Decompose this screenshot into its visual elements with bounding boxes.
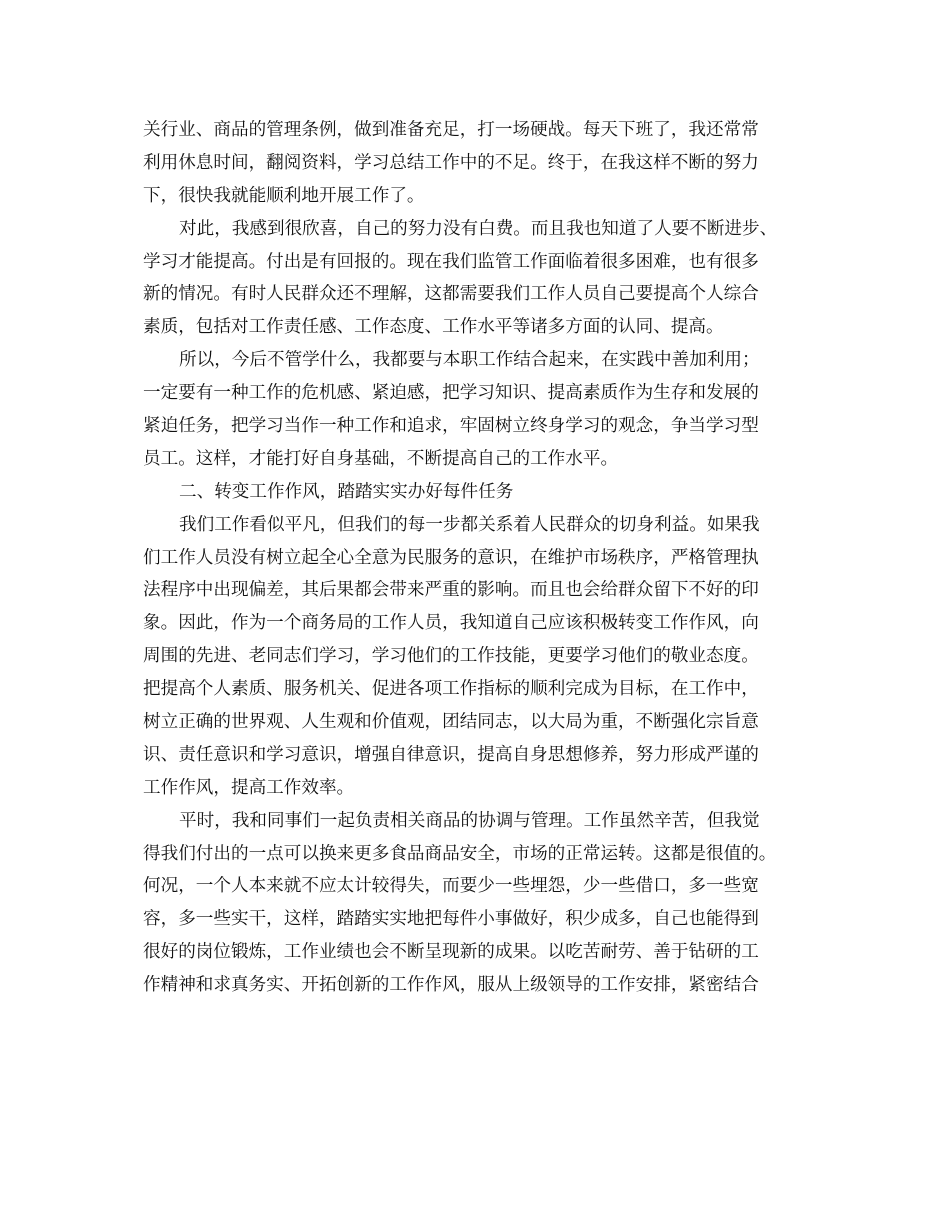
text-line: 识、责任意识和学习意识，增强自律意识，提高自身思想修养，努力形成严谨的	[143, 744, 759, 765]
text-line: 法程序中出现偏差，其后果都会带来严重的影响。而且也会给群众留下不好的印	[143, 580, 759, 601]
text-line: 象。因此，作为一个商务局的工作人员，我知道自己应该积极转变工作作风，向	[143, 613, 759, 634]
text-line: 把提高个人素质、服务机关、促进各项工作指标的顺利完成为目标，在工作中，	[143, 679, 759, 700]
text-line: 一定要有一种工作的危机感、紧迫感，把学习知识、提高素质作为生存和发展的	[143, 383, 759, 404]
text-line: 利用休息时间，翻阅资料，学习总结工作中的不足。终于，在我这样不断的努力	[143, 152, 759, 173]
text-line: 我们工作看似平凡，但我们的每一步都关系着人民群众的切身利益。如果我	[179, 514, 760, 535]
text-line: 何况，一个人本来就不应太计较得失，而要少一些埋怨，少一些借口，多一些宽	[143, 876, 759, 897]
text-line: 容，多一些实干，这样，踏踏实实地把每件小事做好，积少成多，自己也能得到	[143, 909, 759, 930]
document-body	[143, 114, 803, 1002]
text-line: 员工。这样，才能打好自身基础，不断提高自己的工作水平。	[143, 448, 619, 469]
text-line: 所以，今后不管学什么，我都要与本职工作结合起来，在实践中善加利用；	[179, 350, 760, 371]
text-line: 学习才能提高。付出是有回报的。现在我们监管工作面临着很多困难，也有很多	[143, 251, 759, 272]
text-line: 树立正确的世界观、人生观和价值观，团结同志，以大局为重，不断强化宗旨意	[143, 712, 759, 733]
text-line: 作精神和求真务实、开拓创新的工作作风，服从上级领导的工作安排，紧密结合	[143, 975, 759, 996]
text-line: 素质，包括对工作责任感、工作态度、工作水平等诸多方面的认同、提高。	[143, 317, 724, 338]
text-line: 二、转变工作作风，踏踏实实办好每件任务	[179, 481, 514, 502]
text-line: 对此，我感到很欣喜，自己的努力没有白费。而且我也知道了人要不断进步、	[179, 218, 778, 239]
text-line: 新的情况。有时人民群众还不理解，这都需要我们工作人员自己要提高个人综合	[143, 284, 759, 305]
text-line: 得我们付出的一点可以换来更多食品商品安全，市场的正常运转。这都是很值的。	[143, 843, 777, 864]
text-line: 平时，我和同事们一起负责相关商品的协调与管理。工作虽然辛苦，但我觉	[179, 810, 760, 831]
text-line: 紧迫任务，把学习当作一种工作和追求，牢固树立终身学习的观念，争当学习型	[143, 416, 759, 437]
text-line: 们工作人员没有树立起全心全意为民服务的意识，在维护市场秩序，严格管理执	[143, 547, 759, 568]
text-line: 关行业、商品的管理条例，做到准备充足，打一场硬战。每天下班了，我还常常	[143, 120, 759, 140]
text-line: 下，很快我就能顺利地开展工作了。	[143, 185, 425, 206]
text-line: 很好的岗位锻炼，工作业绩也会不断呈现新的成果。以吃苦耐劳、善于钻研的工	[143, 942, 759, 963]
text-line: 工作作风，提高工作效率。	[143, 777, 355, 798]
text-line: 周围的先进、老同志们学习，学习他们的工作技能，更要学习他们的敬业态度。	[143, 646, 759, 667]
